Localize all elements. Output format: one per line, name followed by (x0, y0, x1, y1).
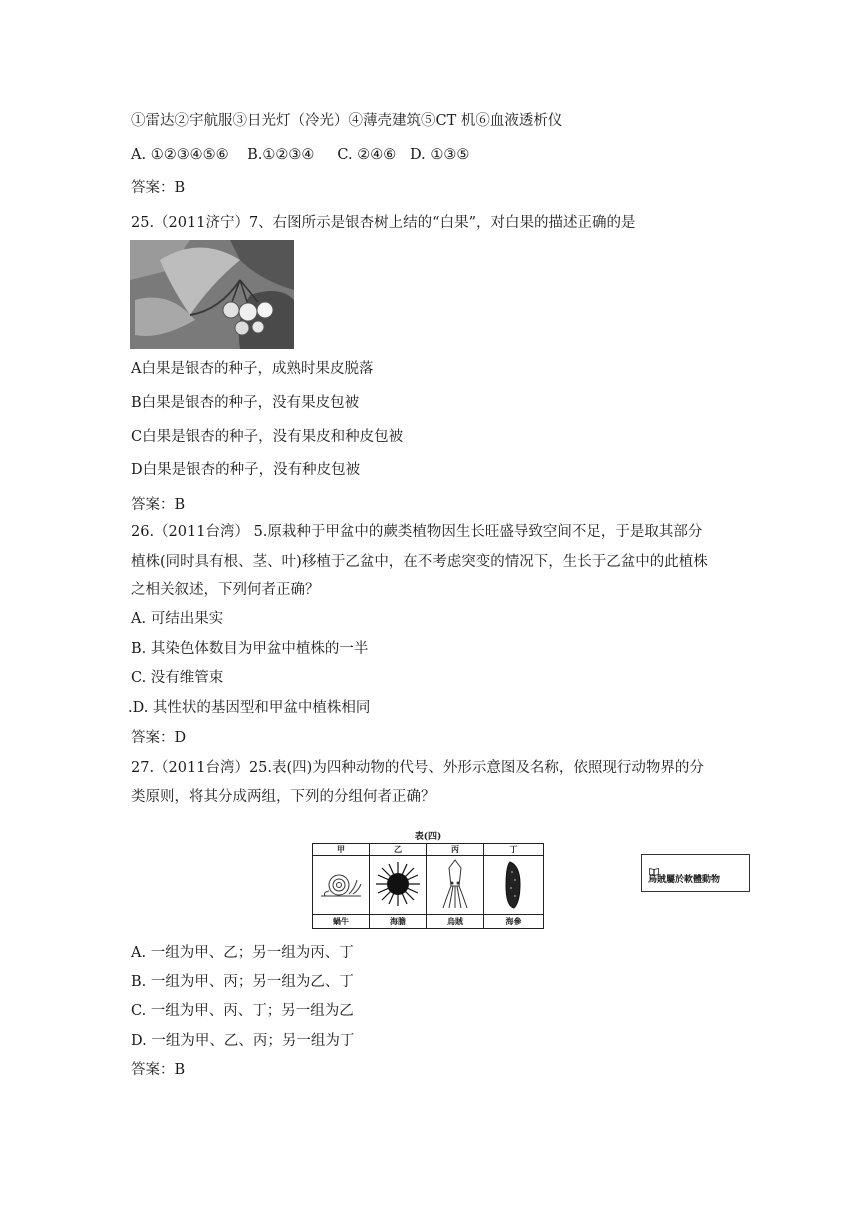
q25-option-d: D白果是银杏的种子，没有种皮包被 (131, 462, 361, 478)
q25-option-b: B白果是银杏的种子，没有果皮包被 (131, 395, 360, 411)
sea-cucumber-icon (484, 856, 543, 912)
q27-stem-line-1: 27.（2011台湾）25.表(四)为四种动物的代号、外形示意图及名称，依照现行动物界的分 (131, 760, 704, 776)
q25-option-c: C白果是银杏的种子，没有果皮和种皮包被 (131, 429, 404, 445)
sea-urchin-icon (370, 856, 426, 912)
q27-option-b: B. 一组为甲、丙；另一组为乙、丁 (131, 974, 354, 990)
animal-name: 烏賊 (427, 914, 483, 928)
q27-answer: 答案：B (131, 1062, 186, 1078)
q27-option-a: A. 一组为甲、乙；另一组为丙、丁 (131, 945, 354, 961)
q26-option-c: C. 没有维管束 (131, 670, 224, 686)
animal-table (312, 832, 544, 928)
q27-option-c: C. 一组为甲、丙、丁；另一组为乙 (131, 1003, 354, 1019)
animal-name: 海參 (484, 914, 543, 928)
ginkgo-photo (130, 240, 294, 349)
animal-column-ding (484, 844, 543, 928)
animal-column-bing (427, 844, 484, 928)
animal-code: 丙 (427, 844, 483, 856)
q27-option-d: D. 一组为甲、乙、丙；另一组为丁 (131, 1033, 355, 1049)
squid-icon (427, 856, 483, 912)
q24-answer: 答案：B (131, 180, 186, 196)
q26-option-a: A. 可结出果实 (131, 611, 224, 627)
animal-code: 乙 (370, 844, 426, 856)
book-icon (649, 861, 659, 869)
note-text: 烏賊屬於軟體動物 (648, 875, 721, 885)
q25-stem: 25.（2011济宁）7、右图所示是银杏树上结的“白果”，对白果的描述正确的是 (131, 215, 636, 231)
q26-answer: 答案：D (131, 730, 187, 746)
animal-code: 丁 (484, 844, 543, 856)
animal-code: 甲 (313, 844, 369, 856)
q26-stem-line-3: 之相关叙述，下列何者正确？ (131, 582, 320, 598)
q26-option-d: .D. 其性状的基因型和甲盆中植株相同 (128, 700, 371, 716)
note-box (641, 854, 750, 892)
snail-icon (313, 856, 369, 912)
q26-stem-line-2: 植株(同时具有根、茎、叶)移植于乙盆中，在不考虑突变的情况下，生长于乙盆中的此植株 (131, 554, 708, 570)
q26-stem-line-1: 26.（2011台湾） 5.原栽种于甲盆中的蕨类植物因生长旺盛导致空间不足，于是取其部分 (131, 524, 703, 540)
animal-name: 蝸牛 (313, 914, 369, 928)
animal-table-grid (312, 843, 544, 929)
animal-table-title: 表(四) (414, 832, 442, 842)
q24-options: A. ①②③④⑤⑥ B.①②③④ C. ②④⑥ D. ①③⑤ (131, 147, 470, 163)
animal-column-jia (313, 844, 370, 928)
q27-stem-line-2: 类原则，将其分成两组，下列的分组何者正确？ (131, 789, 436, 805)
q25-answer: 答案：B (131, 497, 186, 513)
q25-option-a: A白果是银杏的种子，成熟时果皮脱落 (131, 361, 374, 377)
animal-name: 海膽 (370, 914, 426, 928)
animal-column-yi (370, 844, 427, 928)
q26-option-b: B. 其染色体数目为甲盆中植株的一半 (131, 641, 369, 657)
q24-items: ①雷达②宇航服③日光灯（冷光）④薄壳建筑⑤CT 机⑥血液透析仪 (131, 113, 563, 129)
